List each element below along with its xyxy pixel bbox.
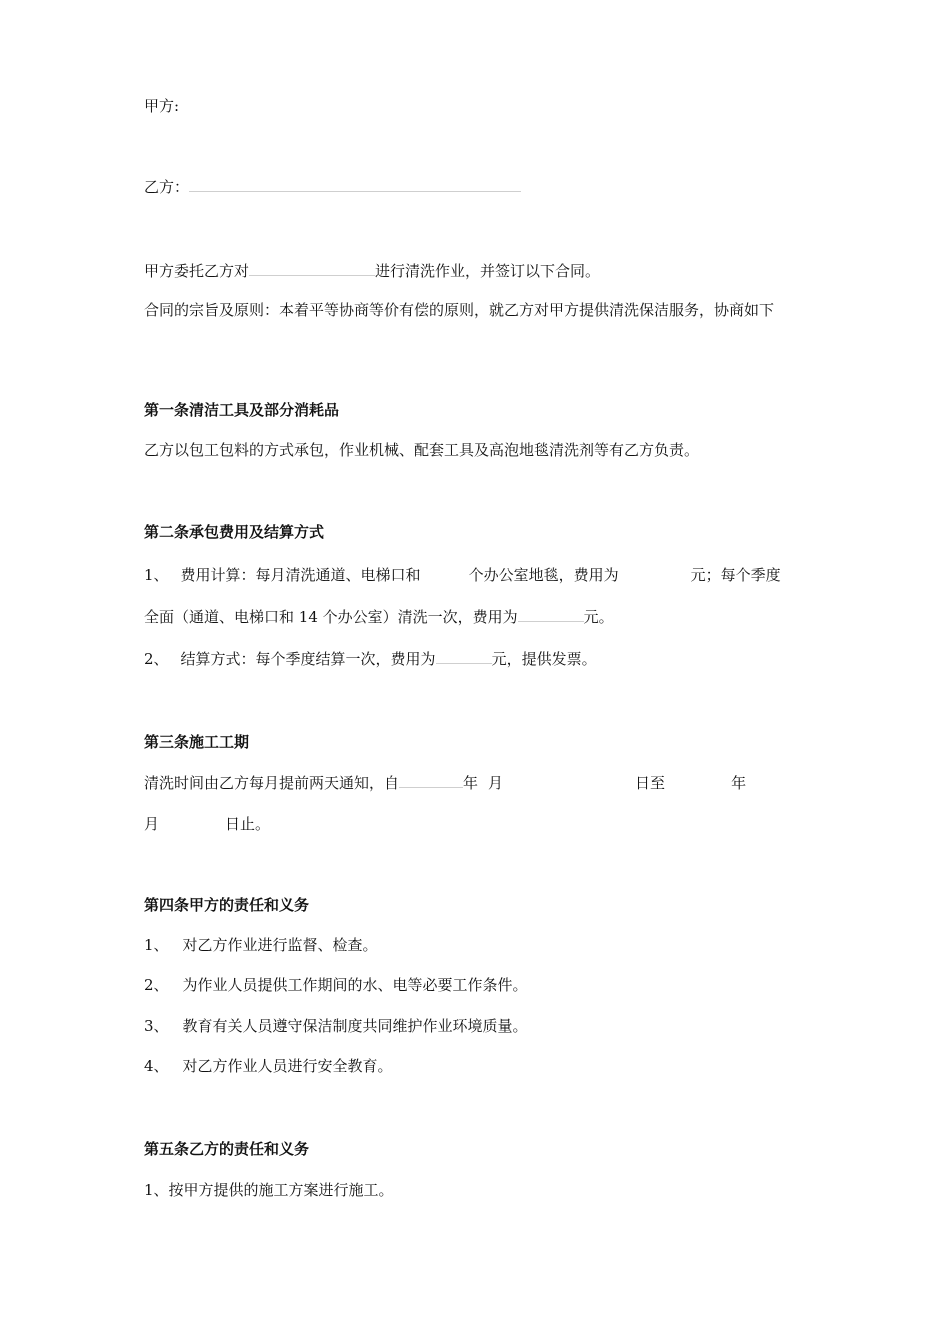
article-1-text: 乙方以包工包料的方式承包，作业机械、配套工具及高泡地毯清洗剂等有乙方负责。 bbox=[144, 441, 700, 459]
entrust-line bbox=[144, 260, 600, 281]
start-year-blank bbox=[399, 772, 463, 788]
article-5-title: 第五条乙方的责任和义务 bbox=[144, 1140, 310, 1158]
entrust-blank bbox=[249, 260, 375, 276]
article-4-title: 第四条甲方的责任和义务 bbox=[144, 896, 310, 914]
article-5-item-1: 1、按甲方提供的施工方案进行施工。 bbox=[144, 1181, 394, 1199]
article-4-item-1: 1、 对乙方作业进行监督、检查。 bbox=[144, 936, 378, 954]
article-1-title: 第一条清洁工具及部分消耗品 bbox=[144, 401, 340, 419]
article-3-title: 第三条施工工期 bbox=[144, 733, 250, 751]
quarterly-fee-blank bbox=[518, 606, 584, 622]
party-b-blank bbox=[189, 176, 521, 192]
article-4-item-3: 3、 教育有关人员遵守保洁制度共同维护作业环境质量。 bbox=[144, 1017, 528, 1035]
article-3-line-1: 清洗时间由乙方每月提前两天通知，自 年 月 日至 年 bbox=[144, 774, 747, 792]
article-2-item-1-line-2: 全面（通道、电梯口和 14 个办公室）清洗一次，费用为 元。 bbox=[144, 608, 614, 626]
article-2-title: 第二条承包费用及结算方式 bbox=[144, 523, 325, 541]
settlement-fee-blank bbox=[436, 648, 492, 664]
article-2-item-2: 2、 结算方式：每个季度结算一次，费用为 元，提供发票。 bbox=[144, 650, 597, 668]
party-b-label: 乙方： bbox=[144, 178, 190, 196]
article-2-item-1-line-1: 1、 费用计算：每月清洗通道、电梯口和 个办公室地毯，费用为 元；每个季度 bbox=[144, 566, 781, 584]
article-4-item-2: 2、 为作业人员提供工作期间的水、电等必要工作条件。 bbox=[144, 976, 528, 994]
party-b-line bbox=[144, 176, 521, 197]
entrust-after: 进行清洗作业，并签订以下合同。 bbox=[375, 262, 601, 280]
article-4-item-4: 4、 对乙方作业人员进行安全教育。 bbox=[144, 1057, 393, 1075]
entrust-before: 甲方委托乙方对 bbox=[144, 262, 250, 280]
purpose-paragraph: 合同的宗旨及原则：本着平等协商等价有偿的原则，就乙方对甲方提供清洗保洁服务，协商如下 bbox=[144, 301, 775, 319]
article-3-line-2: 月 日止。 bbox=[144, 815, 271, 833]
party-a-label: 甲方: bbox=[144, 97, 180, 115]
